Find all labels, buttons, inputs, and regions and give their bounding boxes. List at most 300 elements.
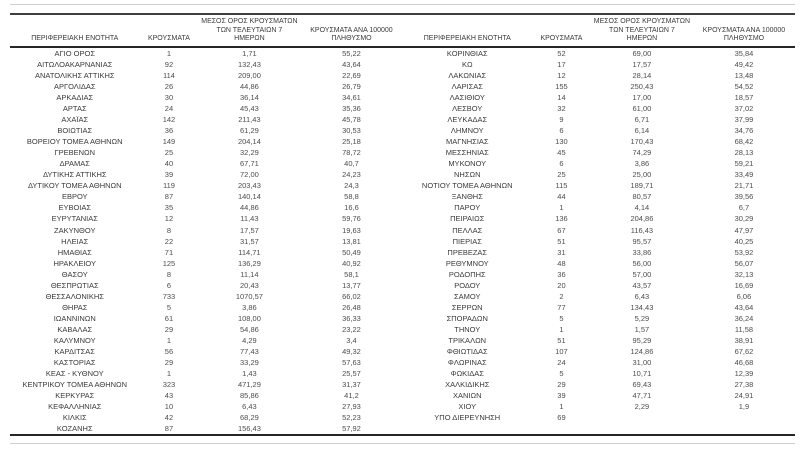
- table-row: [10, 169, 403, 180]
- table-row: [403, 136, 796, 147]
- region-cell: ΜΕΣΣΗΝΙΑΣ: [445, 148, 489, 158]
- avg7-cell: 1,43: [242, 369, 257, 379]
- region-cell: ΚΕΦΑΛΛΗΝΙΑΣ: [48, 402, 102, 412]
- cases-cell: 35: [164, 203, 174, 213]
- region-cell: ΓΡΕΒΕΝΩΝ: [54, 148, 96, 158]
- per100k-cell: 25,18: [342, 137, 361, 147]
- table-row: [403, 412, 796, 423]
- region-cell: ΑΙΤΩΛΟΑΚΑΡΝΑΝΙΑΣ: [37, 59, 113, 69]
- cases-cell: 42: [164, 413, 174, 423]
- per100k-cell: 66,02: [342, 291, 361, 301]
- cases-cell: 40: [164, 159, 174, 169]
- avg7-cell: 10,71: [632, 369, 652, 379]
- per100k-cell: 19,63: [342, 225, 361, 235]
- cases-cell: 155: [555, 81, 568, 91]
- table-row: [403, 225, 796, 236]
- region-cell: ΜΑΓΝΗΣΙΑΣ: [445, 137, 489, 147]
- table-row: [10, 236, 403, 247]
- avg7-cell: 170,43: [630, 137, 654, 147]
- cases-cell: 56: [164, 347, 174, 357]
- region-cell: ΠΡΕΒΕΖΑΣ: [447, 247, 488, 257]
- region-cell: ΗΛΕΙΑΣ: [61, 236, 89, 246]
- per100k-cell: 22,69: [342, 70, 361, 80]
- per100k-cell: 27,93: [342, 402, 361, 412]
- per100k-cell: 26,79: [342, 81, 361, 91]
- cases-cell: 25: [557, 170, 566, 180]
- table-row: [403, 180, 796, 191]
- cases-cell: 1: [559, 203, 564, 213]
- per100k-cell: 46,68: [734, 358, 754, 368]
- table-row: [10, 158, 403, 169]
- per100k-cell: 47,97: [734, 225, 754, 235]
- cases-cell: 114: [162, 70, 175, 80]
- per100k-cell: 34,76: [734, 126, 754, 136]
- region-cell: ΞΑΝΘΗΣ: [451, 192, 483, 202]
- region-cell: ΘΕΣΠΡΩΤΙΑΣ: [50, 280, 99, 290]
- per100k-cell: 45,78: [342, 115, 361, 125]
- region-cell: ΑΓΙΟ ΟΡΟΣ: [54, 48, 95, 58]
- region-cell: ΔΥΤΙΚΟΥ ΤΟΜΕΑ ΑΘΗΝΩΝ: [27, 181, 122, 191]
- region-cell: ΚΕΑΣ - ΚΥΘΝΟΥ: [45, 369, 104, 379]
- avg7-cell: 31,57: [240, 236, 259, 246]
- cases-cell: 2: [559, 291, 564, 301]
- region-cell: ΚΑΣΤΟΡΙΑΣ: [53, 358, 96, 368]
- avg7-cell: 204,14: [237, 137, 261, 147]
- cases-cell: 24: [164, 104, 174, 114]
- cases-cell: 71: [164, 247, 174, 257]
- table-row: [10, 346, 403, 357]
- avg7-cell: 114,71: [238, 247, 261, 257]
- region-cell: ΣΕΡΡΩΝ: [451, 302, 483, 312]
- cases-cell: 119: [162, 181, 175, 191]
- region-cell: ΦΩΚΙΔΑΣ: [450, 369, 484, 379]
- table-row: [403, 236, 796, 247]
- per100k-cell: 37,99: [734, 115, 754, 125]
- per100k-cell: 33,49: [734, 170, 754, 180]
- table-row: [403, 125, 796, 136]
- avg7-cell: 1,71: [242, 48, 257, 58]
- avg7-cell: 471,29: [237, 380, 261, 390]
- cases-cell: 9: [559, 115, 564, 125]
- header-row: [403, 15, 796, 47]
- region-cell: ΕΥΒΟΙΑΣ: [58, 203, 92, 213]
- avg7-cell: 31,00: [632, 358, 652, 368]
- region-cell: ΚΙΛΚΙΣ: [62, 413, 87, 423]
- avg7-cell: 2,29: [634, 402, 650, 412]
- avg7-cell: 3,86: [242, 302, 257, 312]
- avg7-cell: 80,57: [632, 192, 652, 202]
- region-cell: ΕΒΡΟΥ: [61, 192, 88, 202]
- per100k-cell: 40,7: [344, 159, 359, 169]
- cases-cell: 48: [557, 258, 566, 268]
- per100k-cell: 32,13: [734, 269, 754, 279]
- table-row: [403, 158, 796, 169]
- region-cell: ΑΡΓΟΛΙΔΑΣ: [53, 81, 96, 91]
- header-avg7: ΜΕΣΟΣ ΟΡΟΣ ΚΡΟΥΣΜΑΤΩΝ ΤΩΝ ΤΕΛΕΥΤΑΙΩΝ 7 ΗΜΕΡΩΝ: [198, 15, 300, 47]
- avg7-cell: 211,43: [238, 115, 261, 125]
- cases-cell: 36: [164, 126, 174, 136]
- per100k-cell: 16,6: [344, 203, 359, 213]
- table-row: [403, 213, 796, 224]
- avg7-cell: 3,86: [634, 159, 650, 169]
- table-row: [10, 92, 403, 103]
- table-row: [403, 357, 796, 368]
- regional-cases-table-right: [403, 15, 796, 423]
- per100k-cell: 49,42: [734, 59, 754, 69]
- per100k-cell: 28,13: [734, 148, 754, 158]
- header-row: [10, 15, 403, 47]
- table-row: [403, 390, 796, 401]
- avg7-cell: 203,43: [237, 181, 261, 191]
- cases-cell: 107: [555, 347, 568, 357]
- cases-cell: 69: [557, 413, 566, 423]
- cases-cell: 5: [559, 369, 564, 379]
- avg7-cell: 56,00: [632, 258, 652, 268]
- table-row: [10, 302, 403, 313]
- per100k-cell: 6,06: [736, 291, 752, 301]
- cases-cell: 31: [557, 247, 566, 257]
- per100k-cell: 58,1: [344, 269, 359, 279]
- cases-cell: 67: [557, 225, 566, 235]
- cases-cell: 87: [164, 192, 174, 202]
- table-row: [10, 313, 403, 324]
- per100k-cell: 56,07: [734, 258, 754, 268]
- cases-cell: 29: [557, 380, 566, 390]
- per100k-cell: 36,33: [342, 313, 361, 323]
- region-cell: ΘΗΡΑΣ: [62, 302, 88, 312]
- table-row: [403, 269, 796, 280]
- region-cell: ΠΕΛΛΑΣ: [452, 225, 483, 235]
- table-row: [10, 136, 403, 147]
- regional-tables-wrapper: [10, 15, 795, 434]
- table-row: [403, 103, 796, 114]
- region-cell: ΛΑΚΩΝΙΑΣ: [448, 70, 487, 80]
- avg7-cell: 134,43: [630, 302, 654, 312]
- cases-cell: 29: [164, 358, 174, 368]
- cases-cell: 39: [164, 170, 174, 180]
- avg7-cell: 124,86: [630, 347, 654, 357]
- avg7-cell: 25,00: [632, 170, 652, 180]
- avg7-cell: 32,29: [240, 148, 259, 158]
- per100k-cell: 21,71: [734, 181, 754, 191]
- cases-cell: 36: [557, 269, 566, 279]
- cases-cell: 14: [557, 92, 566, 102]
- regional-cases-table-left: [10, 15, 403, 434]
- avg7-cell: 17,00: [632, 92, 652, 102]
- table-row: [403, 70, 796, 81]
- avg7-cell: 1,57: [634, 324, 650, 334]
- table-row: [10, 70, 403, 81]
- avg7-cell: 36,14: [240, 92, 259, 102]
- avg7-cell: 57,00: [632, 269, 652, 279]
- per100k-cell: 30,53: [342, 126, 361, 136]
- avg7-cell: 54,86: [240, 324, 259, 334]
- cases-cell: 29: [164, 324, 174, 334]
- table-row: [403, 291, 796, 302]
- table-row: [10, 258, 403, 269]
- per100k-cell: 39,56: [734, 192, 754, 202]
- table-row: [10, 401, 403, 412]
- table-row: [10, 247, 403, 258]
- table-row: [403, 114, 796, 125]
- avg7-cell: 204,86: [630, 214, 654, 224]
- cases-cell: 1: [166, 369, 172, 379]
- avg7-cell: 17,57: [632, 59, 652, 69]
- per100k-cell: 26,48: [342, 302, 361, 312]
- avg7-cell: 44,86: [240, 203, 259, 213]
- region-cell: ΚΑΡΔΙΤΣΑΣ: [54, 347, 95, 357]
- per100k-cell: 57,92: [342, 424, 361, 434]
- header-per100k: ΚΡΟΥΣΜΑΤΑ ΑΝΑ 100000 ΠΛΗΘΥΣΜΟ: [693, 15, 795, 47]
- per100k-cell: 37,02: [734, 104, 754, 114]
- header-region: ΠΕΡΙΦΕΡΕΙΑΚΗ ΕΝΟΤΗΤΑ: [403, 15, 533, 47]
- avg7-cell: 1070,57: [235, 291, 263, 301]
- cases-cell: 1: [166, 336, 172, 345]
- cases-cell: 25: [164, 148, 174, 158]
- per100k-cell: 53,92: [734, 247, 754, 257]
- table-row: [10, 291, 403, 302]
- table-row: [403, 81, 796, 92]
- avg7-cell: 116,43: [630, 225, 654, 235]
- avg7-cell: 209,00: [237, 70, 261, 80]
- region-cell: ΡΟΔΟΥ: [454, 280, 481, 290]
- bottom-light-divider: [10, 443, 795, 444]
- region-cell: ΜΥΚΟΝΟΥ: [448, 159, 487, 169]
- avg7-cell: 17,57: [240, 225, 259, 235]
- per100k-cell: 40,25: [734, 236, 754, 246]
- cases-cell: 77: [557, 302, 566, 312]
- per100k-cell: 18,57: [734, 92, 754, 102]
- table-row: [10, 180, 403, 191]
- cases-cell: 149: [162, 137, 176, 147]
- per100k-cell: 6,7: [738, 203, 750, 213]
- cases-cell: 733: [162, 291, 176, 301]
- cases-cell: 39: [557, 391, 566, 401]
- table-row: [403, 313, 796, 324]
- region-cell: ΤΗΝΟΥ: [454, 324, 481, 334]
- cases-cell: 6: [559, 126, 564, 136]
- top-light-divider: [10, 4, 795, 5]
- region-cell: ΠΕΙΡΑΙΩΣ: [450, 214, 485, 224]
- per100k-cell: 59,21: [734, 159, 754, 169]
- cases-cell: 51: [557, 236, 566, 246]
- table-row: [10, 125, 403, 136]
- per100k-cell: 54,52: [734, 81, 754, 91]
- avg7-cell: 4,14: [634, 203, 650, 213]
- region-cell: ΑΝΑΤΟΛΙΚΗΣ ΑΤΤΙΚΗΣ: [34, 70, 115, 80]
- table-row: [403, 258, 796, 269]
- region-cell: ΕΥΡΥΤΑΝΙΑΣ: [51, 214, 98, 224]
- per100k-cell: 11,58: [734, 324, 754, 334]
- header-cases: ΚΡΟΥΣΜΑΤΑ: [140, 15, 199, 47]
- per100k-cell: 23,22: [342, 324, 361, 334]
- avg7-cell: 44,86: [240, 81, 259, 91]
- region-cell: ΧΑΛΚΙΔΙΚΗΣ: [445, 380, 490, 390]
- region-cell: ΒΟΡΕΙΟΥ ΤΟΜΕΑ ΑΘΗΝΩΝ: [26, 137, 123, 147]
- table-bottom-border: [10, 434, 795, 436]
- cases-cell: 1: [559, 402, 564, 412]
- avg7-cell: 6,14: [634, 126, 650, 136]
- table-row: [10, 412, 403, 423]
- avg7-cell: 132,43: [237, 59, 261, 69]
- table-row: [10, 147, 403, 158]
- cases-cell: 323: [162, 380, 176, 390]
- table-row: [10, 324, 403, 335]
- cases-cell: 8: [166, 225, 172, 235]
- avg7-cell: 11,43: [240, 214, 259, 224]
- cases-cell: 142: [162, 115, 176, 125]
- avg7-cell: 68,29: [240, 413, 259, 423]
- avg7-cell: 156,43: [237, 424, 261, 434]
- table-row: [403, 202, 796, 213]
- avg7-cell: 43,57: [632, 280, 652, 290]
- cases-cell: 12: [164, 214, 174, 224]
- cases-cell: 44: [557, 192, 566, 202]
- per100k-cell: 67,62: [734, 347, 754, 357]
- per100k-cell: 43,64: [734, 302, 754, 312]
- per100k-cell: 35,84: [734, 48, 754, 58]
- avg7-cell: 77,43: [240, 347, 259, 357]
- cases-cell: 26: [164, 81, 174, 91]
- cases-cell: 1: [559, 324, 564, 334]
- per100k-cell: 1,9: [738, 402, 750, 412]
- table-row: [10, 47, 403, 59]
- table-row: [403, 368, 796, 379]
- table-row: [10, 103, 403, 114]
- region-cell: ΚΑΛΥΜΝΟΥ: [53, 336, 96, 345]
- table-row: [403, 401, 796, 412]
- region-cell: ΡΕΘΥΜΝΟΥ: [445, 258, 489, 268]
- region-cell: ΠΑΡΟΥ: [454, 203, 481, 213]
- avg7-cell: 6,71: [634, 115, 650, 125]
- per100k-cell: 58,8: [344, 192, 359, 202]
- table-row: [10, 280, 403, 291]
- avg7-cell: 33,29: [240, 358, 259, 368]
- cases-cell: 43: [164, 391, 174, 401]
- cases-cell: 45: [557, 148, 566, 158]
- avg7-cell: 189,71: [630, 181, 654, 191]
- region-cell: ΘΑΣΟΥ: [61, 269, 88, 279]
- region-cell: ΛΑΡΙΣΑΣ: [451, 81, 483, 91]
- table-row: [10, 368, 403, 379]
- cases-cell: 10: [164, 402, 174, 412]
- avg7-cell: 61,29: [240, 126, 259, 136]
- avg7-cell: 11,14: [240, 269, 259, 279]
- avg7-cell: 74,29: [632, 148, 652, 158]
- region-cell: ΧΙΟΥ: [458, 402, 477, 412]
- cases-cell: 92: [164, 59, 174, 69]
- region-cell: ΔΥΤΙΚΗΣ ΑΤΤΙΚΗΣ: [42, 170, 107, 180]
- cases-cell: 87: [164, 424, 174, 434]
- avg7-cell: 33,86: [632, 247, 652, 257]
- region-cell: ΝΗΣΩΝ: [454, 170, 481, 180]
- table-row: [10, 191, 403, 202]
- table-row: [10, 357, 403, 368]
- cases-cell: 1: [166, 48, 172, 58]
- region-cell: ΑΡΤΑΣ: [62, 104, 87, 114]
- region-cell: ΙΩΑΝΝΙΝΩΝ: [53, 313, 96, 323]
- table-row: [10, 423, 403, 434]
- table-row: [403, 147, 796, 158]
- per100k-cell: 27,38: [734, 380, 754, 390]
- region-cell: ΘΕΣΣΑΛΟΝΙΚΗΣ: [45, 291, 104, 301]
- region-cell: ΦΛΩΡΙΝΑΣ: [447, 358, 487, 368]
- cases-cell: 6: [166, 280, 172, 290]
- table-row: [10, 269, 403, 280]
- avg7-cell: 108,00: [237, 313, 261, 323]
- per100k-cell: 55,22: [342, 48, 361, 58]
- per100k-cell: [693, 412, 795, 423]
- per100k-cell: 24,23: [342, 170, 361, 180]
- avg7-cell: 6,43: [634, 291, 650, 301]
- table-row: [10, 390, 403, 401]
- table-row: [403, 335, 796, 346]
- cases-cell: 24: [557, 358, 566, 368]
- avg7-cell: 45,43: [240, 104, 259, 114]
- per100k-cell: 3,4: [346, 336, 357, 345]
- table-row: [10, 335, 403, 346]
- table-row: [10, 202, 403, 213]
- cases-cell: 5: [166, 302, 172, 312]
- per100k-cell: 16,69: [734, 280, 754, 290]
- avg7-cell: 20,43: [240, 280, 259, 290]
- avg7-cell: 250,43: [630, 81, 654, 91]
- per100k-cell: 25,57: [342, 369, 361, 379]
- avg7-cell: 28,14: [632, 70, 652, 80]
- cases-cell: 22: [164, 236, 174, 246]
- per100k-cell: 57,63: [342, 358, 361, 368]
- header-region: ΠΕΡΙΦΕΡΕΙΑΚΗ ΕΝΟΤΗΤΑ: [10, 15, 140, 47]
- per100k-cell: 24,3: [344, 181, 359, 191]
- table-row: [403, 47, 796, 59]
- table-row: [10, 81, 403, 92]
- region-cell: ΔΡΑΜΑΣ: [59, 159, 90, 169]
- avg7-cell: 95,57: [632, 236, 652, 246]
- avg7-cell: 67,71: [240, 159, 259, 169]
- table-row: [403, 302, 796, 313]
- table-row: [403, 247, 796, 258]
- per100k-cell: 30,29: [734, 214, 754, 224]
- avg7-cell: 85,86: [240, 391, 259, 401]
- avg7-cell: 72,00: [240, 170, 259, 180]
- table-row: [10, 225, 403, 236]
- avg7-cell: 136,29: [237, 258, 261, 268]
- cases-cell: 51: [557, 336, 566, 345]
- cases-cell: 30: [164, 92, 174, 102]
- region-cell: ΛΗΜΝΟΥ: [450, 126, 484, 136]
- avg7-cell: 6,43: [242, 402, 257, 412]
- table-row: [403, 280, 796, 291]
- per100k-cell: 52,23: [342, 413, 361, 423]
- region-cell: ΝΟΤΙΟΥ ΤΟΜΕΑ ΑΘΗΝΩΝ: [421, 181, 513, 191]
- region-cell: ΚΑΒΑΛΑΣ: [57, 324, 93, 334]
- table-row: [10, 59, 403, 70]
- per100k-cell: 36,24: [734, 313, 754, 323]
- region-cell: ΛΕΣΒΟΥ: [452, 104, 483, 114]
- region-cell: ΦΘΙΩΤΙΔΑΣ: [446, 347, 488, 357]
- cases-cell: 52: [557, 48, 566, 58]
- per100k-cell: 49,32: [342, 347, 361, 357]
- table-row: [403, 169, 796, 180]
- per100k-cell: 13,48: [734, 70, 754, 80]
- avg7-cell: 140,14: [237, 192, 261, 202]
- table-row: [10, 379, 403, 390]
- cases-cell: 136: [555, 214, 568, 224]
- cases-cell: 115: [555, 181, 568, 191]
- region-cell: ΛΑΣΙΘΙΟΥ: [449, 92, 485, 102]
- per100k-cell: 24,91: [734, 391, 754, 401]
- region-cell: ΠΙΕΡΙΑΣ: [452, 236, 482, 246]
